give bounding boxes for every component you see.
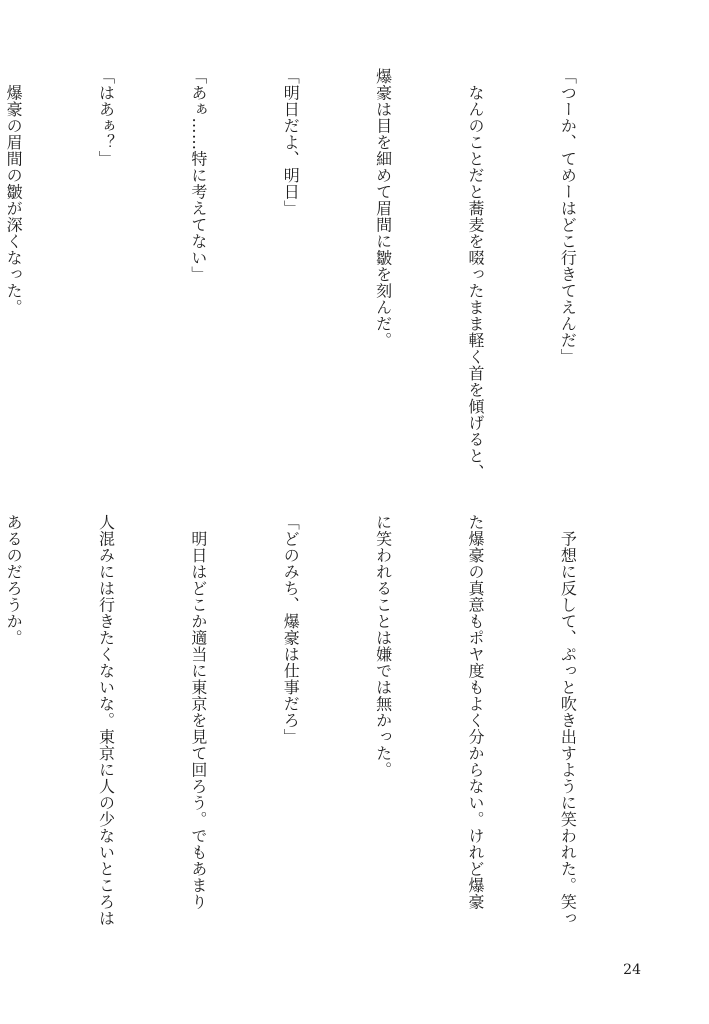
text-line: 「はあぁ？」 <box>96 68 116 167</box>
text-line: 予想に反して、ぷっと吹き出すように笑われた。笑っ <box>558 514 578 927</box>
text-block-top <box>4 68 644 481</box>
text-line: 「あぁ……特に考えてない」 <box>188 68 208 283</box>
text-block-bottom <box>4 514 644 934</box>
text-line: に笑われることは嫌では無かった。 <box>373 514 393 778</box>
page-number: 24 <box>623 962 641 978</box>
text-line: 「どのみち、爆豪は仕事だろ」 <box>281 514 301 745</box>
text-line: 爆豪は目を細めて眉間に皺を刻んだ。 <box>373 68 393 349</box>
text-line: あるのだろうか。 <box>4 514 24 646</box>
text-line: 爆豪の眉間の皺が深くなった。 <box>4 68 24 316</box>
text-line: 「明日だよ、明日」 <box>281 68 301 217</box>
text-line: た爆豪の真意もポヤ度もよく分からない。けれど爆豪 <box>466 514 486 910</box>
text-line: 明日はどこか適当に東京を見て回ろう。でもあまり <box>188 514 208 910</box>
text-line: 人混みには行きたくないな。東京に人の少ないところは <box>96 514 116 927</box>
text-line: 「つーか、てめーはどこ行きてえんだ」 <box>558 68 578 365</box>
text-line: なんのことだと蕎麦を啜ったまま軽く首を傾げると、 <box>466 68 486 481</box>
